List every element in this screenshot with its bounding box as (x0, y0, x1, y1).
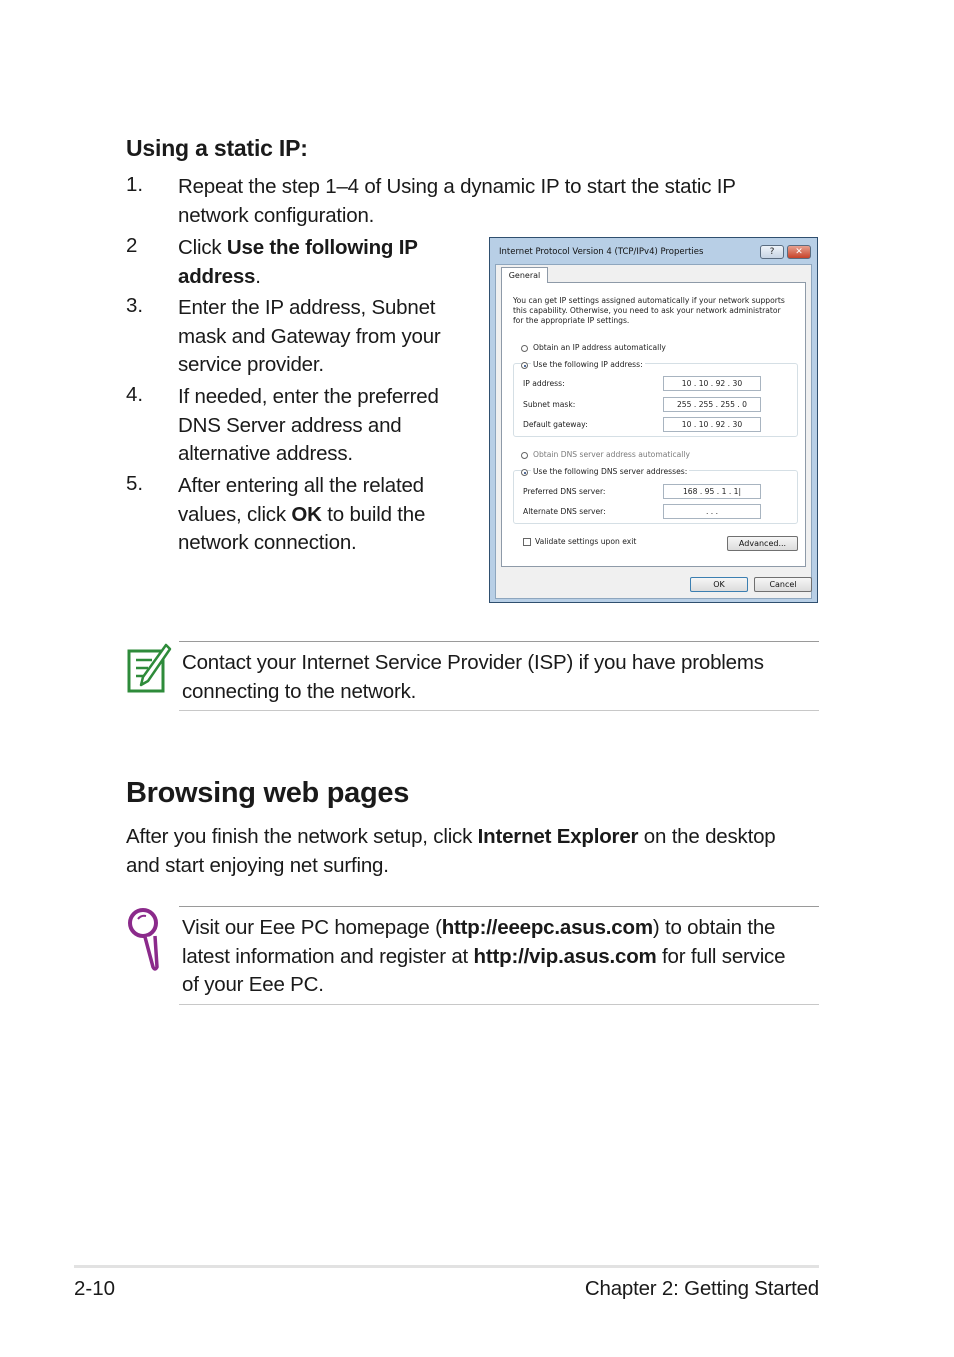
ok-button[interactable]: OK (690, 577, 748, 592)
tip-line-2-post: for full service (656, 944, 786, 968)
subnet-label: Subnet mask: (523, 400, 576, 409)
advanced-button[interactable]: Advanced... (727, 536, 798, 551)
vip-asus-link[interactable]: http://vip.asus.com (473, 944, 657, 968)
browsing-line-1-pre: After you finish the network setup, click (126, 825, 478, 848)
step-3-line-3: service provider. (178, 353, 324, 376)
step-5-bold: OK (291, 502, 322, 526)
auto-dns-radio[interactable] (521, 452, 528, 459)
browsing-line-2: and start enjoying net surfing. (126, 853, 389, 877)
step-4-text (178, 383, 439, 469)
step-5-pre: values, click (178, 502, 292, 526)
note-top-rule (179, 641, 819, 642)
step-5-line-3: network connection. (178, 531, 357, 554)
ip-address-label: IP address: (523, 379, 565, 388)
intro-line-2: this capability. Otherwise, you need to ask your network administrator (513, 306, 781, 315)
browsing-heading: Browsing web pages (126, 777, 410, 809)
step-2-text (178, 234, 418, 291)
note-bottom-rule (179, 710, 819, 711)
browsing-line-1-post: on the desktop (638, 825, 776, 848)
preferred-dns-input[interactable]: 168 . 95 . 1 . 1| (663, 484, 761, 499)
step-2-bold-1: Use the following IP (226, 236, 418, 259)
chapter-title: Chapter 2: Getting Started (584, 1277, 819, 1300)
tip-line-3: of your Eee PC. (182, 973, 324, 996)
use-dns-label: Use the following DNS server addresses: (533, 467, 688, 476)
step-3-line-2: mask and Gateway from your (178, 324, 441, 348)
step-4-line-3: alternative address. (178, 442, 353, 465)
help-button[interactable]: ? (760, 245, 784, 259)
close-button[interactable]: ✕ (787, 245, 811, 259)
tip-top-rule (179, 906, 819, 907)
step-2-pre: Click (178, 236, 227, 259)
step-1-number: 1. (126, 173, 144, 196)
internet-explorer-term: Internet Explorer (477, 825, 639, 848)
tip-text (182, 914, 785, 1000)
section-heading: Using a static IP: (126, 135, 308, 161)
validate-checkbox[interactable] (523, 538, 531, 546)
ip-address-input[interactable]: 10 . 10 . 92 . 30 (663, 376, 761, 391)
step-5-line-1: After entering all the related (178, 474, 424, 497)
step-5-number: 5. (126, 472, 144, 495)
general-panel (501, 282, 806, 567)
step-3-line-1: Enter the IP address, Subnet (178, 296, 436, 319)
tip-line-1-post: ) to obtain the (652, 916, 776, 939)
note-line-1: Contact your Internet Service Provider (ISP) if you have problems (182, 651, 764, 674)
auto-dns-label: Obtain DNS server address automatically (533, 450, 690, 459)
use-ip-radio[interactable] (521, 362, 528, 369)
alternate-dns-label: Alternate DNS server: (523, 507, 606, 516)
step-3-text (178, 294, 441, 380)
step-5-text (178, 472, 425, 558)
dialog-title: Internet Protocol Version 4 (TCP/IPv4) Properties (499, 247, 704, 257)
browsing-paragraph (126, 823, 775, 880)
step-1-line-1: Repeat the step 1–4 of Using a dynamic IP to start the static IP (178, 175, 736, 198)
note-text (182, 649, 764, 706)
use-ip-label: Use the following IP address: (533, 360, 643, 369)
tab-general[interactable]: General (501, 267, 548, 283)
note-line-2: connecting to the network. (182, 679, 417, 703)
use-dns-radio[interactable] (521, 469, 528, 476)
step-2-bold-2: address (178, 264, 256, 288)
cancel-button[interactable]: Cancel (754, 577, 812, 592)
page-number: 2-10 (74, 1277, 116, 1300)
step-4-line-2: DNS Server address and (178, 413, 402, 437)
intro-line-3: for the appropriate IP settings. (513, 316, 630, 325)
step-2-number: 2 (126, 234, 138, 257)
step-4-line-1: If needed, enter the preferred (178, 385, 439, 408)
step-3-number: 3. (126, 294, 144, 317)
preferred-dns-label: Preferred DNS server: (523, 487, 606, 496)
tip-bottom-rule (179, 1004, 819, 1005)
magnifier-tip-icon (126, 906, 166, 977)
note-pencil-icon (126, 643, 172, 700)
subnet-input[interactable]: 255 . 255 . 255 . 0 (663, 397, 761, 412)
gateway-input[interactable]: 10 . 10 . 92 . 30 (663, 417, 761, 432)
tcpip-properties-dialog (489, 237, 818, 603)
dialog-body (495, 264, 812, 599)
eeepc-homepage-link[interactable]: http://eeepc.asus.com (441, 916, 653, 939)
gateway-label: Default gateway: (523, 420, 588, 429)
step-4-number: 4. (126, 383, 144, 406)
auto-ip-label: Obtain an IP address automatically (533, 343, 666, 352)
tip-line-2-pre: latest information and register at (182, 944, 474, 968)
auto-ip-radio[interactable] (521, 345, 528, 352)
intro-line-1: You can get IP settings assigned automatically if your network supports (513, 296, 785, 305)
step-1-text (178, 173, 736, 230)
step-1-line-2: network configuration. (178, 203, 375, 227)
tip-line-1-pre: Visit our Eee PC homepage ( (182, 916, 442, 939)
footer-rule (74, 1265, 819, 1268)
step-5-post: to build the (321, 502, 426, 526)
validate-label: Validate settings upon exit (535, 537, 637, 546)
step-2-post: . (255, 264, 261, 288)
alternate-dns-input[interactable]: . . . (663, 504, 761, 519)
